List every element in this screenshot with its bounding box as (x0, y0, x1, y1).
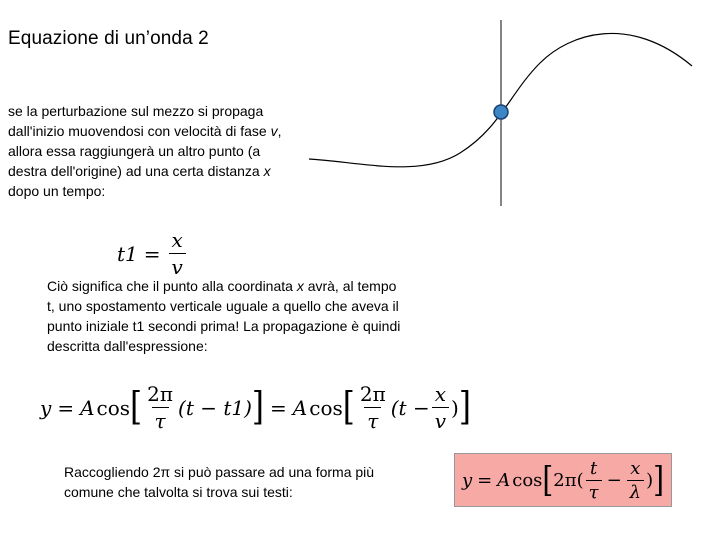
eq-main-fraction-1 (144, 382, 176, 433)
eq-main-bracket-close-2: ] (458, 384, 471, 430)
eq-t1-denominator: v (169, 253, 186, 279)
equation-t1 (117, 228, 188, 279)
boxed-wave-equation (454, 453, 672, 507)
paragraph-3: Raccogliendo 2π si può passare ad una forma più comune che talvolta si trova sui testi: (64, 464, 375, 500)
eq-box-bracket-open: [ (542, 458, 554, 501)
eq-box-paren-close: ) (646, 469, 654, 491)
eq-box-fraction-t (586, 458, 602, 503)
velocity-symbol: v (270, 123, 278, 139)
eq-t1-fraction (169, 228, 186, 279)
distance-symbol: x (263, 163, 271, 179)
eq-box-x: x (630, 457, 641, 479)
eq-main-amplitude-2: A (292, 395, 308, 420)
eq-main-two-pi-1: 2π (147, 382, 174, 406)
eq-box-equals: = (477, 469, 493, 491)
eq-main-equals-2: = (270, 395, 287, 420)
eq-main-equals-1: = (57, 395, 75, 420)
eq-box-t: t (589, 457, 598, 479)
paragraph-2 (47, 276, 407, 356)
paragraph-1-text-b: , allora essa raggiungerà un altro punto (a destra dell'origine) ad una certa distanza (8, 123, 282, 179)
paragraph-1-text-c: dopo un tempo: (8, 183, 106, 199)
eq-main-paren-1: (t − t1) (178, 395, 252, 420)
eq-main-tau-1: τ (152, 407, 169, 433)
eq-main-amplitude-1: A (80, 395, 95, 420)
wave-diagram (300, 18, 700, 208)
eq-box-lambda: λ (627, 480, 644, 503)
eq-t1-numerator: x (171, 228, 183, 252)
equation-main (40, 382, 471, 433)
eq-box-bracket-close: ] (653, 458, 665, 501)
paragraph-1-text-a: se la perturbazione sul mezzo si propaga dall'inizio muovendosi con velocità di fase (8, 103, 271, 139)
eq-main-y: y (40, 395, 52, 420)
slide-title: Equazione di un’onda 2 (8, 28, 209, 49)
eq-box-amplitude: A (497, 469, 511, 491)
eq-main-paren-2-open: (t − (390, 395, 430, 420)
eq-main-bracket-open-1: [ (130, 384, 143, 430)
wave-point-marker (494, 105, 508, 119)
eq-t1-lhs: t1 (117, 241, 138, 266)
eq-main-bracket-open-2: [ (342, 384, 355, 430)
eq-main-x: x (434, 382, 447, 406)
eq-main-v: v (432, 407, 449, 433)
eq-main-bracket-close-1: ] (251, 384, 265, 430)
eq-main-cos-2: cos (309, 395, 343, 420)
eq-main-fraction-2 (357, 382, 389, 433)
eq-box-minus: − (606, 469, 622, 491)
paragraph-2-text-b: avrà, al tempo t, uno spostamento verticale uguale a quello che aveva il punto iniziale t1 secondi prima! La propagazione è quindi descritta dall'espressione: (47, 278, 401, 354)
coordinate-symbol: x (296, 278, 304, 294)
eq-main-tau-2: τ (364, 407, 381, 433)
paragraph-2-text-a: Ciò significa che il punto alla coordinata (47, 278, 297, 294)
eq-main-cos-1: cos (96, 395, 131, 420)
eq-main-fraction-3 (432, 382, 449, 433)
eq-main-paren-2-close: ) (451, 395, 459, 420)
eq-box-tau: τ (586, 480, 602, 503)
eq-t1-equals: = (143, 241, 161, 266)
eq-main-two-pi-2: 2π (359, 382, 386, 406)
eq-box-cos: cos (512, 469, 543, 491)
paragraph-1 (8, 101, 283, 201)
eq-box-fraction-x (627, 458, 644, 503)
eq-box-y: y (461, 469, 473, 491)
eq-box-two-pi: 2π( (553, 469, 584, 491)
